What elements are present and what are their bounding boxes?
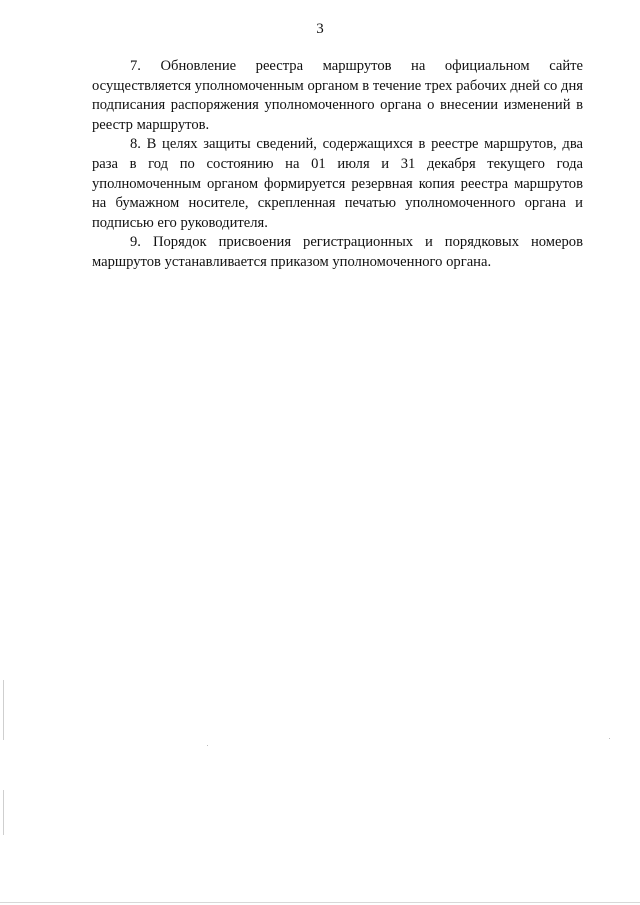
paragraph-text: В целях защиты сведений, содержащихся в реестре маршрутов, два раза в год по состоянию на 01 июля и 31 декабря текущего года уполномоченным органом формируется резервная копия реестра маршрутов на бумажном носителе, скрепленная печатью уполномоченного органа и подписью его руководителя. [92, 136, 583, 231]
scan-bottom-edge [0, 902, 640, 903]
paragraph-number: 7. [130, 58, 141, 74]
paragraph-number: 8. [130, 136, 141, 153]
page-number: 3 [316, 21, 324, 37]
scan-speck [609, 738, 610, 739]
paragraph-number: 9. [130, 234, 141, 251]
paragraph-9 [92, 233, 583, 272]
scan-speck [207, 745, 208, 746]
paragraph-8 [92, 135, 583, 233]
scan-edge-mark [3, 680, 4, 740]
paragraph-7 [92, 57, 583, 135]
paragraph-text: Обновление реестра маршрутов на официальном сайте осуществляется уполномоченным органом в течение трех рабочих дней со дня подписания распоряжения уполномоченного органа о внесении изменений в реестр маршрутов. [92, 58, 583, 133]
paragraph-text: Порядок присвоения регистрационных и порядковых номеров маршрутов устанавливается приказом уполномоченного органа. [92, 234, 583, 270]
scan-edge-mark [3, 790, 4, 835]
document-body [92, 57, 583, 273]
